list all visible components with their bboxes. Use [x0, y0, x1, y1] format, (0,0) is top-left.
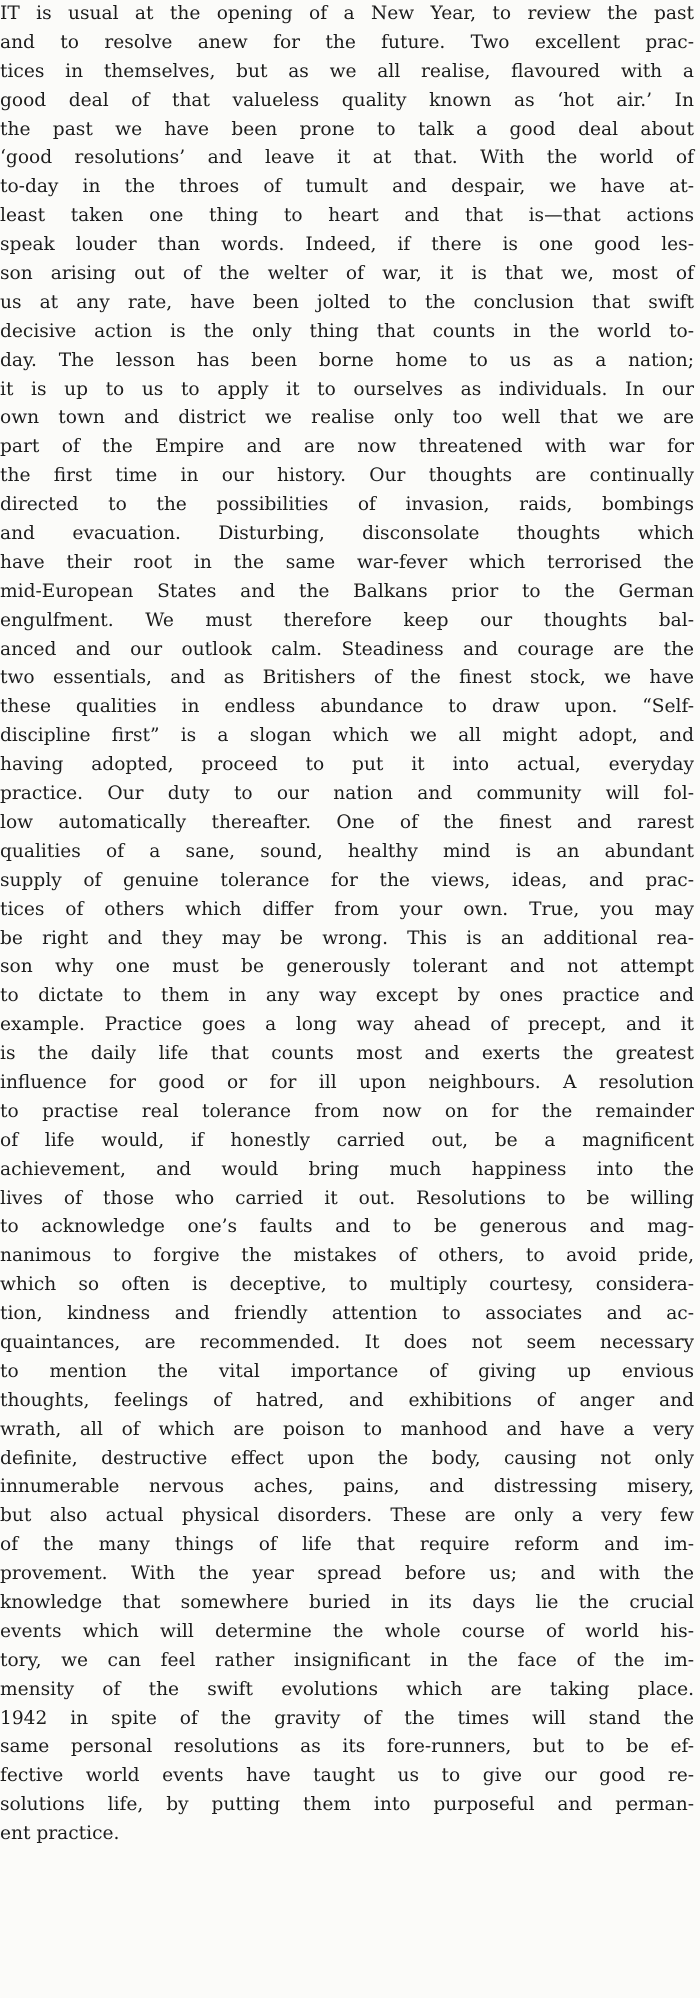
text-line: mensity of the swift evolutions which are taking place.: [0, 1678, 694, 1700]
text-line: the first time in our history. Our thoughts are continually: [0, 465, 694, 487]
text-line: part of the Empire and are now threatened with war for: [0, 436, 694, 458]
text-line: but also actual physical disorders. These are only a very few: [0, 1505, 694, 1527]
text-line: discipline first” is a slogan which we all might adopt, and: [0, 725, 694, 747]
text-line: events which will determine the whole course of world his-: [0, 1620, 694, 1642]
text-line: example. Practice goes a long way ahead of precept, and it: [0, 1014, 694, 1036]
text-line: to dictate to them in any way except by ones practice and: [0, 985, 694, 1007]
text-line: tion, kindness and friendly attention to associates and ac-: [0, 1303, 694, 1325]
text-line: two essentials, and as Britishers of the finest stock, we have: [0, 667, 694, 689]
text-line: of the many things of life that require reform and im-: [0, 1534, 694, 1556]
text-line: wrath, all of which are poison to manhood and have a very: [0, 1418, 694, 1440]
text-line: us at any rate, have been jolted to the conclusion that swift: [0, 291, 694, 313]
text-line: solutions life, by putting them into purposeful and perman-: [0, 1794, 694, 1816]
text-line: is the daily life that counts most and exerts the greatest: [0, 1043, 694, 1065]
text-line: to practise real tolerance from now on for the remainder: [0, 1100, 694, 1122]
text-line: and to resolve anew for the future. Two excellent prac-: [0, 31, 694, 53]
text-line: low automatically thereafter. One of the finest and rarest: [0, 811, 694, 833]
text-line: it is up to us to apply it to ourselves as individuals. In our: [0, 378, 694, 400]
text-line: influence for good or for ill upon neighbours. A resolution: [0, 1071, 694, 1093]
text-line: mid-European States and the Balkans prior to the German: [0, 580, 694, 602]
text-line: tory, we can feel rather insignificant in the face of the im-: [0, 1649, 694, 1671]
text-line: engulfment. We must therefore keep our thoughts bal-: [0, 609, 694, 631]
text-line: have their root in the same war-fever which terrorised the: [0, 551, 694, 573]
text-line: to mention the vital importance of giving up envious: [0, 1360, 694, 1382]
text-line: tices in themselves, but as we all realise, flavoured with a: [0, 60, 694, 82]
text-line: own town and district we realise only too well that we are: [0, 407, 694, 429]
text-line: ent practice.: [0, 1823, 120, 1845]
text-line: the past we have been prone to talk a good deal about: [0, 118, 694, 140]
text-line: to-day in the throes of tumult and despair, we have at-: [0, 176, 694, 198]
text-line: fective world events have taught us to give our good re-: [0, 1765, 694, 1787]
text-line: provement. With the year spread before us; and with the: [0, 1563, 694, 1585]
text-line: be right and they may be wrong. This is an additional rea-: [0, 927, 694, 949]
text-line: day. The lesson has been borne home to us as a nation;: [0, 349, 694, 371]
text-line: lives of those who carried it out. Resolutions to be willing: [0, 1187, 694, 1209]
text-line: anced and our outlook calm. Steadiness and courage are the: [0, 638, 694, 660]
text-line: achievement, and would bring much happiness into the: [0, 1158, 694, 1180]
text-line: good deal of that valueless quality known as ‘hot air.’ In: [0, 89, 694, 111]
text-line: nanimous to forgive the mistakes of others, to avoid pride,: [0, 1245, 694, 1267]
text-line: supply of genuine tolerance for the views, ideas, and prac-: [0, 869, 694, 891]
text-line: having adopted, proceed to put it into actual, everyday: [0, 754, 694, 776]
text-line: decisive action is the only thing that counts in the world to-: [0, 320, 694, 342]
text-line: to acknowledge one’s faults and to be generous and mag-: [0, 1216, 694, 1238]
text-line: these qualities in endless abundance to draw upon. “Self-: [0, 696, 694, 718]
text-line: which so often is deceptive, to multiply courtesy, considera-: [0, 1274, 694, 1296]
text-line: IT is usual at the opening of a New Year, to review the past: [0, 3, 694, 24]
text-line: least taken one thing to heart and that is—that actions: [0, 205, 694, 227]
text-line: tices of others which differ from your own. True, you may: [0, 898, 694, 920]
text-line: knowledge that somewhere buried in its days lie the crucial: [0, 1591, 694, 1613]
text-line: directed to the possibilities of invasion, raids, bombings: [0, 494, 694, 516]
text-line: qualities of a sane, sound, healthy mind is an abundant: [0, 840, 694, 862]
text-line: 1942 in spite of the gravity of the times will stand the: [0, 1707, 694, 1729]
text-line: of life would, if honestly carried out, be a magnificent: [0, 1129, 694, 1151]
text-line: same personal resolutions as its fore-runners, but to be ef-: [0, 1736, 694, 1758]
text-line: ‘good resolutions’ and leave it at that. With the world of: [0, 147, 694, 169]
text-line: son why one must be generously tolerant and not attempt: [0, 956, 694, 978]
text-line: and evacuation. Disturbing, disconsolate thoughts which: [0, 523, 694, 545]
text-line: speak louder than words. Indeed, if there is one good les-: [0, 234, 694, 256]
text-line: thoughts, feelings of hatred, and exhibitions of anger and: [0, 1389, 694, 1411]
text-line: practice. Our duty to our nation and community will fol-: [0, 783, 694, 805]
text-line: son arising out of the welter of war, it is that we, most of: [0, 263, 694, 285]
text-line: quaintances, are recommended. It does not seem necessary: [0, 1331, 694, 1353]
text-line: definite, destructive effect upon the body, causing not only: [0, 1447, 694, 1469]
text-line: innumerable nervous aches, pains, and distressing misery,: [0, 1476, 694, 1498]
